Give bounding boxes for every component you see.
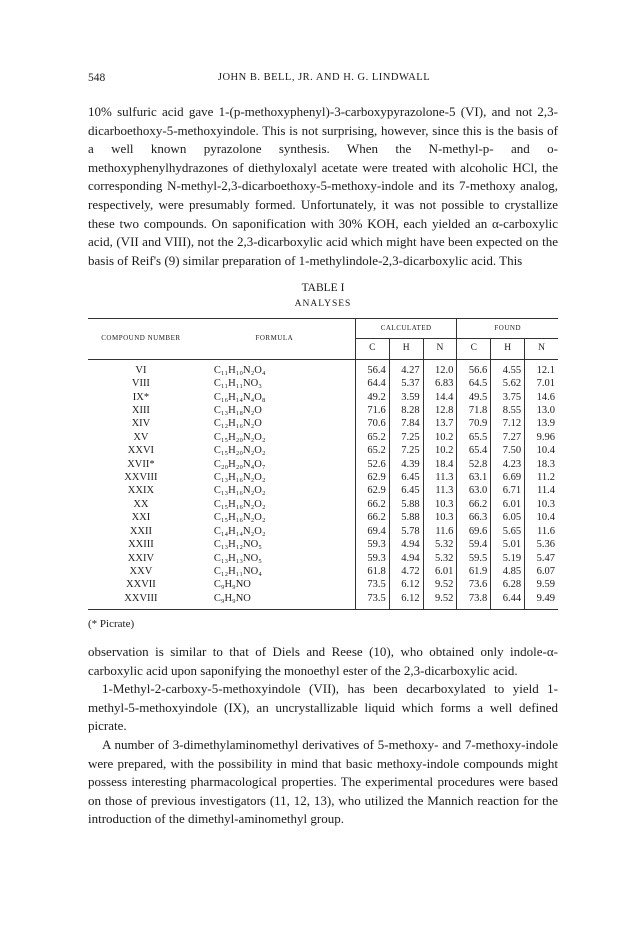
- table-subtitle: ANALYSES: [294, 299, 352, 309]
- calc-n-cell: 10.3: [423, 498, 457, 511]
- compound-number-cell: XIII: [131, 405, 150, 417]
- calc-h-cell: 4.27: [389, 359, 423, 377]
- found-n-cell: 9.96: [525, 431, 558, 444]
- calc-h-cell: 6.12: [389, 578, 423, 591]
- compound-number-cell: XXI: [131, 512, 151, 524]
- found-c-cell: 63.0: [457, 484, 491, 497]
- header-found-n: N: [525, 339, 558, 359]
- found-h-cell: 6.01: [491, 498, 525, 511]
- compound-number-cell: XXVI: [127, 445, 155, 457]
- calc-n-cell: 6.83: [423, 377, 457, 390]
- calc-c-cell: 65.2: [355, 444, 389, 457]
- formula-cell: C₁₃H₁₈N₂O: [213, 405, 262, 417]
- found-c-cell: 71.8: [457, 404, 491, 417]
- calc-n-cell: 9.52: [423, 592, 457, 610]
- table-row: [88, 525, 558, 538]
- compound-number-cell: XXII: [129, 525, 152, 537]
- found-n-cell: 13.9: [525, 417, 558, 430]
- calc-n-cell: 13.7: [423, 417, 457, 430]
- found-n-cell: 9.49: [525, 592, 558, 610]
- found-h-cell: 5.65: [491, 525, 525, 538]
- formula-cell: C₁₃H₁₆N₂O₂: [213, 485, 266, 497]
- found-c-cell: 66.3: [457, 511, 491, 524]
- found-c-cell: 61.9: [457, 565, 491, 578]
- formula-cell: C₁₅H₁₆N₂O₂: [213, 498, 266, 510]
- found-h-cell: 6.05: [491, 511, 525, 524]
- found-n-cell: 10.4: [525, 511, 558, 524]
- calc-n-cell: 14.4: [423, 391, 457, 404]
- found-c-cell: 56.6: [457, 359, 491, 377]
- found-c-cell: 70.9: [457, 417, 491, 430]
- found-n-cell: 18.3: [525, 458, 558, 471]
- found-n-cell: 7.01: [525, 377, 558, 390]
- calc-h-cell: 6.12: [389, 592, 423, 610]
- calc-c-cell: 73.5: [355, 578, 389, 591]
- header-found-c: C: [457, 339, 491, 359]
- calc-h-cell: 5.37: [389, 377, 423, 390]
- found-h-cell: 5.01: [491, 538, 525, 551]
- running-title: JOHN B. BELL, JR. AND H. G. LINDWALL: [217, 72, 431, 83]
- found-h-cell: 7.50: [491, 444, 525, 457]
- header-found: FOUND: [457, 319, 558, 339]
- compound-number-cell: XXIX: [127, 485, 155, 497]
- found-h-cell: 4.23: [491, 458, 525, 471]
- calc-n-cell: 10.2: [423, 431, 457, 444]
- table-row: [88, 552, 558, 565]
- calc-c-cell: 71.6: [355, 404, 389, 417]
- table-row: [88, 444, 558, 457]
- formula-cell: C₁₆H₁₄N₄O₈: [213, 391, 266, 403]
- compound-number-cell: XXVIII: [124, 472, 158, 484]
- found-c-cell: 69.6: [457, 525, 491, 538]
- table-row: [88, 565, 558, 578]
- analyses-table: [88, 318, 558, 610]
- found-h-cell: 6.44: [491, 592, 525, 610]
- formula-cell: C₁₃H₁₂NO₅: [213, 539, 262, 551]
- calc-n-cell: 9.52: [423, 578, 457, 591]
- formula-cell: C₂₀H₂₀N₄O₇: [213, 458, 266, 470]
- found-c-cell: 65.5: [457, 431, 491, 444]
- calc-h-cell: 7.25: [389, 431, 423, 444]
- compound-number-cell: XX: [133, 498, 149, 510]
- formula-cell: C₁₁H₁₀N₂O₄: [213, 364, 266, 376]
- found-n-cell: 6.07: [525, 565, 558, 578]
- paragraphs-bottom: [88, 643, 558, 829]
- found-c-cell: 52.8: [457, 458, 491, 471]
- calc-c-cell: 70.6: [355, 417, 389, 430]
- formula-cell: C₉H₉NO: [213, 579, 251, 591]
- calc-h-cell: 4.72: [389, 565, 423, 578]
- found-n-cell: 11.4: [525, 484, 558, 497]
- found-h-cell: 4.55: [491, 359, 525, 377]
- calc-n-cell: 11.6: [423, 525, 457, 538]
- found-n-cell: 10.3: [525, 498, 558, 511]
- found-n-cell: 11.6: [525, 525, 558, 538]
- calc-c-cell: 62.9: [355, 471, 389, 484]
- paragraph-decarboxylation: 1-Methyl-2-carboxy-5-methoxyindole (VII), has been decarboxylated to yield 1-methyl-5-methoxyindole (IX), an uncrystallizable liquid which forms a well defined picrate.: [88, 681, 558, 734]
- compound-number-cell: XVII*: [127, 458, 155, 470]
- found-c-cell: 66.2: [457, 498, 491, 511]
- page-number: 548: [88, 72, 106, 84]
- compound-number-cell: XXVIII: [124, 592, 158, 604]
- formula-cell: C₁₅H₁₆N₂O₂: [213, 512, 266, 524]
- calc-h-cell: 5.88: [389, 511, 423, 524]
- table-title: TABLE I: [301, 282, 345, 294]
- found-c-cell: 64.5: [457, 377, 491, 390]
- calc-c-cell: 59.3: [355, 538, 389, 551]
- found-c-cell: 49.5: [457, 391, 491, 404]
- paragraph-text: 10% sulfuric acid gave 1-(p-methoxyphenyl)-3-carboxypyrazolone-5 (VI), and not 2,3-dicarboethoxy-5-methoxyindole. This is not surprising, however, since this is the basis of a well known pyrazolone synthesis. When the N-methyl-p- and o-methoxyphenylhydrazones of diethyloxalyl acetate were treated with alcoholic HCl, the corresponding N-methyl-2,3-dicarboethoxy-5-methoxy-indole and its 7-methoxy analog, respectively, were presumably formed. Unfortunately, it was not possible to crystallize these two compounds. On saponification with 30% KOH, each yielded an α-carboxylic acid, (VII and VIII), not the 2,3-dicarboxylic acid which might have been expected on the basis of Reif's (9) similar preparation of 1-methylindole-2,3-dicarboxylic acid. This: [88, 104, 558, 268]
- found-c-cell: 65.4: [457, 444, 491, 457]
- formula-cell: C₁₂H₁₁NO₄: [213, 565, 262, 577]
- calc-c-cell: 59.3: [355, 552, 389, 565]
- calc-h-cell: 8.28: [389, 404, 423, 417]
- calc-n-cell: 11.3: [423, 484, 457, 497]
- calc-n-cell: 10.2: [423, 444, 457, 457]
- compound-number-cell: XIV: [131, 418, 151, 430]
- table-row: [88, 458, 558, 471]
- header-formula: FORMULA: [194, 319, 356, 360]
- calc-n-cell: 5.32: [423, 538, 457, 551]
- header-compound-number: COMPOUND NUMBER: [88, 319, 194, 360]
- table-row: [88, 511, 558, 524]
- compound-number-cell: XXIV: [127, 552, 155, 564]
- calc-c-cell: 56.4: [355, 359, 389, 377]
- header-calc-c: C: [355, 339, 389, 359]
- found-n-cell: 12.1: [525, 359, 558, 377]
- found-c-cell: 73.6: [457, 578, 491, 591]
- table-row: [88, 391, 558, 404]
- calc-c-cell: 66.2: [355, 511, 389, 524]
- table-row: [88, 498, 558, 511]
- found-h-cell: 6.71: [491, 484, 525, 497]
- calc-h-cell: 4.39: [389, 458, 423, 471]
- calc-h-cell: 4.94: [389, 552, 423, 565]
- found-h-cell: 5.19: [491, 552, 525, 565]
- paragraph-top: [88, 103, 558, 270]
- calc-n-cell: 5.32: [423, 552, 457, 565]
- table-row: [88, 538, 558, 551]
- paragraph-observation: observation is similar to that of Diels and Reese (10), who obtained only indole-α-carboxylic acid upon saponifying the monoethyl ester of the 2,3-dicarboxylic acid.: [88, 644, 558, 678]
- calc-h-cell: 7.84: [389, 417, 423, 430]
- formula-cell: C₁₅H₂₀N₂O₂: [213, 445, 266, 457]
- found-h-cell: 6.69: [491, 471, 525, 484]
- compound-number-cell: XV: [133, 431, 149, 443]
- calc-n-cell: 18.4: [423, 458, 457, 471]
- compound-number-cell: XXIII: [128, 539, 154, 551]
- table-body: [88, 359, 558, 609]
- found-c-cell: 63.1: [457, 471, 491, 484]
- header-calculated: CALCULATED: [355, 319, 457, 339]
- found-h-cell: 3.75: [491, 391, 525, 404]
- formula-cell: C₁₂H₁₆N₂O: [213, 418, 262, 430]
- formula-cell: C₁₅H₂₀N₂O₂: [213, 431, 266, 443]
- table-row: [88, 484, 558, 497]
- table-row: [88, 578, 558, 591]
- found-n-cell: 14.6: [525, 391, 558, 404]
- found-n-cell: 13.0: [525, 404, 558, 417]
- found-h-cell: 7.27: [491, 431, 525, 444]
- compound-number-cell: VI: [135, 364, 147, 376]
- calc-h-cell: 5.78: [389, 525, 423, 538]
- table-row: [88, 431, 558, 444]
- calc-c-cell: 66.2: [355, 498, 389, 511]
- header-found-h: H: [491, 339, 525, 359]
- calc-h-cell: 7.25: [389, 444, 423, 457]
- found-h-cell: 5.62: [491, 377, 525, 390]
- compound-number-cell: XXV: [129, 565, 153, 577]
- calc-c-cell: 73.5: [355, 592, 389, 610]
- table-row: [88, 359, 558, 377]
- calc-n-cell: 12.8: [423, 404, 457, 417]
- compound-number-cell: VIII: [131, 378, 150, 390]
- found-c-cell: 59.5: [457, 552, 491, 565]
- found-h-cell: 4.85: [491, 565, 525, 578]
- found-n-cell: 9.59: [525, 578, 558, 591]
- compound-number-cell: XXVII: [126, 579, 156, 591]
- calc-c-cell: 49.2: [355, 391, 389, 404]
- calc-c-cell: 65.2: [355, 431, 389, 444]
- formula-cell: C₁₃H₁₆N₂O₂: [213, 472, 266, 484]
- found-c-cell: 59.4: [457, 538, 491, 551]
- header-calc-h: H: [389, 339, 423, 359]
- calc-n-cell: 12.0: [423, 359, 457, 377]
- found-n-cell: 11.2: [525, 471, 558, 484]
- found-n-cell: 5.36: [525, 538, 558, 551]
- table-row: [88, 417, 558, 430]
- calc-h-cell: 3.59: [389, 391, 423, 404]
- calc-h-cell: 6.45: [389, 484, 423, 497]
- calc-h-cell: 4.94: [389, 538, 423, 551]
- table-row: [88, 404, 558, 417]
- formula-cell: C₉H₉NO: [213, 592, 251, 604]
- calc-c-cell: 69.4: [355, 525, 389, 538]
- calc-n-cell: 6.01: [423, 565, 457, 578]
- compound-number-cell: IX*: [132, 391, 150, 403]
- paragraph-mannich: A number of 3-dimethylaminomethyl derivatives of 5-methoxy- and 7-methoxy-indole were prepared, with the possibility in mind that basic methoxy-indole compounds might possess interesting pharmacological properties. The experimental procedures were based on those of previous investigators (11, 12, 13), who utilized the Mannich reaction for the introduction of the dimethyl-aminomethyl group.: [88, 736, 558, 827]
- found-n-cell: 10.4: [525, 444, 558, 457]
- table-row: [88, 592, 558, 610]
- calc-c-cell: 61.8: [355, 565, 389, 578]
- formula-cell: C₁₃H₁₃NO₅: [213, 552, 262, 564]
- found-h-cell: 8.55: [491, 404, 525, 417]
- calc-c-cell: 52.6: [355, 458, 389, 471]
- found-h-cell: 6.28: [491, 578, 525, 591]
- found-h-cell: 7.12: [491, 417, 525, 430]
- calc-c-cell: 62.9: [355, 484, 389, 497]
- calc-n-cell: 10.3: [423, 511, 457, 524]
- calc-h-cell: 5.88: [389, 498, 423, 511]
- calc-c-cell: 64.4: [355, 377, 389, 390]
- table-footnote: (* Picrate): [88, 618, 135, 630]
- calc-n-cell: 11.3: [423, 471, 457, 484]
- formula-cell: C₁₁H₁₁NO₃: [213, 378, 262, 390]
- table-row: [88, 377, 558, 390]
- header-calc-n: N: [423, 339, 457, 359]
- calc-h-cell: 6.45: [389, 471, 423, 484]
- found-n-cell: 5.47: [525, 552, 558, 565]
- found-c-cell: 73.8: [457, 592, 491, 610]
- table-row: [88, 471, 558, 484]
- formula-cell: C₁₄H₁₄N₂O₂: [213, 525, 266, 537]
